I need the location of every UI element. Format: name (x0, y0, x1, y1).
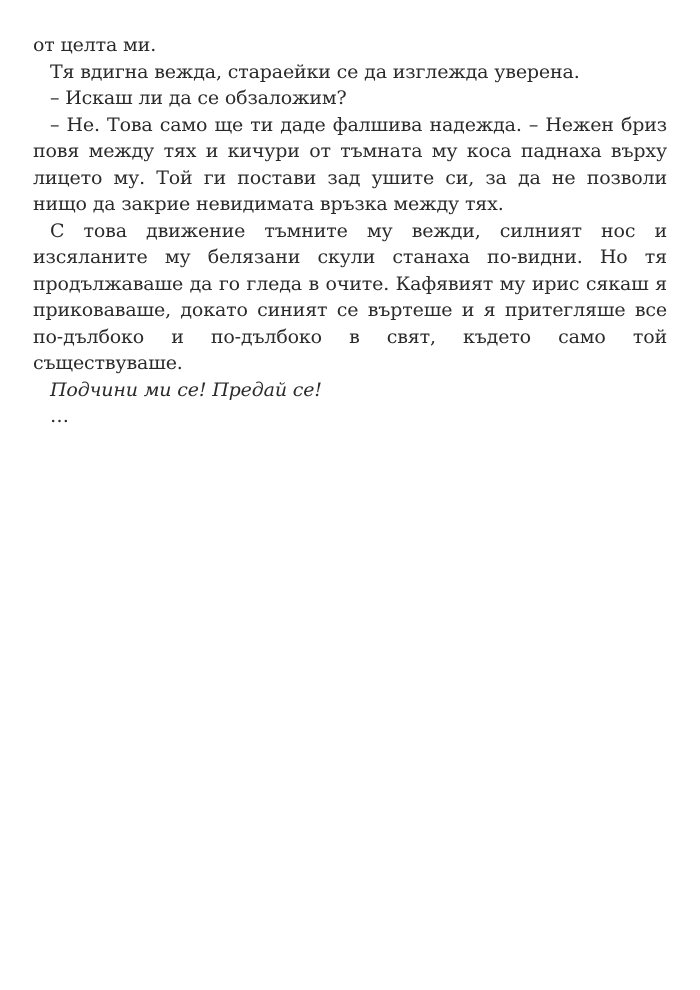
dialogue-line: – Искаш ли да се обзаложим? (50, 87, 347, 109)
body-text (33, 32, 667, 430)
ellipsis: … (50, 405, 69, 427)
italic-thought: Подчини ми се! Предай се! (50, 378, 322, 401)
dialogue-line: – Не. Това само ще ти даде фалшива надежда. – Нежен бриз повя между тях и кичури от тъмната му коса паднаха върху лицето му. Той ги постави зад ушите си, за да не позволи нищо да закрие невидимата връзка между тях. (33, 113, 667, 215)
paragraph: Тя вдигна вежда, стараейки се да изглежда уверена. (50, 60, 580, 83)
paragraph: С това движение тъмните му вежди, силният нос и изсяланите му белязани скули станаха по-видни. Но тя продължаваше да го гледа в очите. Кафявият му ирис сякаш я приковаваше, докато синият се въртеше и я притегляше все по-дълбоко и по-дълбоко в свят, където само той съществуваше. (33, 219, 667, 374)
paragraph-continuation: от целта ми. (33, 34, 157, 56)
